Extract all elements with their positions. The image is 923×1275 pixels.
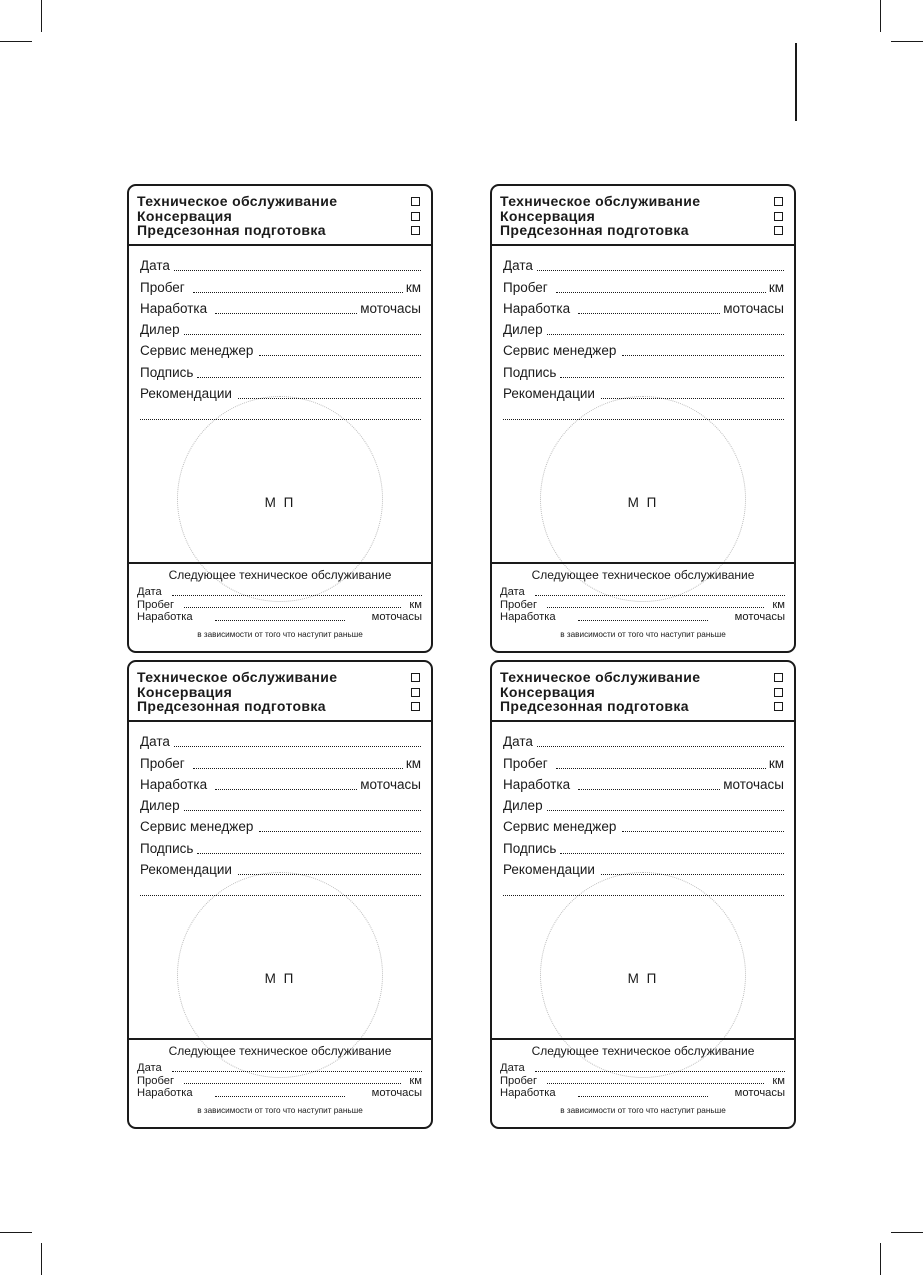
field-signature[interactable] [140,836,421,857]
fill-line[interactable] [601,874,784,875]
field-hours[interactable] [503,773,784,794]
next-field-hours[interactable] [500,611,785,624]
checkbox-icon[interactable] [774,673,783,682]
checkbox-icon[interactable] [774,688,783,697]
maintenance-card [490,660,796,1129]
field-hours[interactable] [140,773,421,794]
unit-label: км [405,279,421,295]
fill-line[interactable] [174,746,421,747]
crop-mark [891,1232,923,1233]
option-maintenance[interactable] [500,670,784,685]
option-preseason[interactable] [500,699,784,714]
fill-line[interactable] [556,292,766,293]
maintenance-card [127,184,433,653]
fill-line[interactable] [193,292,403,293]
checkbox-icon[interactable] [774,212,783,221]
service-type-header [492,662,794,722]
field-mileage[interactable] [503,275,784,296]
field-date[interactable] [503,730,784,751]
fill-line[interactable] [197,853,421,854]
unit-label: моточасы [360,300,421,316]
service-type-header [492,186,794,246]
field-label: Рекомендации [140,862,232,878]
checkbox-icon[interactable] [774,197,783,206]
next-field-mileage[interactable] [500,1075,785,1088]
field-label: Пробег [140,279,185,295]
field-label: Дата [503,258,533,274]
field-label: Дилер [503,798,543,814]
next-field-hours[interactable] [137,611,422,624]
field-label: Наработка [140,300,208,316]
crop-mark [41,1243,42,1275]
field-label: Пробег [137,1074,175,1087]
stamp-placeholder-label: М П [264,971,296,986]
option-label: Предсезонная подготовка [500,222,689,238]
field-label: Пробег [500,598,538,611]
checkbox-icon[interactable] [411,673,420,682]
crop-mark [891,41,923,42]
field-label: Дата [137,1062,162,1074]
field-label: Дата [500,586,525,598]
service-fields [140,730,421,900]
field-label: Наработка [503,776,571,792]
field-label: Сервис менеджер [140,819,254,835]
stamp-placeholder-label: М П [627,495,659,510]
field-label: Рекомендации [503,862,595,878]
field-label: Наработка [500,611,556,623]
fill-line[interactable] [503,419,784,420]
field-recommendations-continued[interactable] [503,403,784,424]
checkbox-icon[interactable] [411,197,420,206]
section-divider [492,562,794,564]
next-field-hours[interactable] [500,1087,785,1100]
field-date[interactable] [140,730,421,751]
next-service-fields [500,1062,785,1100]
unit-label: км [768,755,784,771]
option-label: Предсезонная подготовка [137,698,326,714]
field-label: Рекомендации [503,386,595,402]
field-label: Пробег [500,1074,538,1087]
fill-line[interactable] [193,768,403,769]
next-service-title: Следующее техническое обслуживание [168,1044,392,1058]
fill-line[interactable] [578,313,720,314]
next-field-mileage[interactable] [137,1075,422,1088]
fill-line[interactable] [197,377,421,378]
field-label: Дата [140,734,170,750]
field-label: Подпись [503,840,557,856]
option-preseason[interactable] [137,223,421,238]
field-label: Наработка [137,611,193,623]
unit-label: моточасы [723,776,784,792]
fill-line[interactable] [172,595,422,596]
next-service-fields [137,586,422,624]
next-service-note: в зависимости от того что наступит раньше [560,630,726,639]
fill-line[interactable] [622,355,784,356]
field-recommendations-continued[interactable] [503,879,784,900]
stamp-placeholder-label: М П [264,495,296,510]
service-fields [503,254,784,424]
unit-label: км [772,598,785,611]
service-type-header [129,186,431,246]
unit-label: км [772,1074,785,1087]
field-label: Сервис менеджер [503,819,617,835]
field-service-manager[interactable] [503,339,784,360]
option-label: Предсезонная подготовка [137,222,326,238]
unit-label: моточасы [723,300,784,316]
next-field-date[interactable] [137,586,422,599]
service-fields [140,254,421,424]
fill-line[interactable] [184,1083,401,1084]
section-divider [129,562,431,564]
fill-line[interactable] [238,398,421,399]
field-label: Сервис менеджер [140,343,254,359]
next-field-date[interactable] [500,1062,785,1075]
option-label: Консервация [500,683,596,700]
field-recommendations[interactable] [503,858,784,879]
field-label: Подпись [503,364,557,380]
fill-line[interactable] [215,1096,345,1097]
option-maintenance[interactable] [137,670,421,685]
field-hours[interactable] [140,297,421,318]
unit-label: км [405,755,421,771]
unit-label: моточасы [360,776,421,792]
fill-line[interactable] [578,789,720,790]
checkbox-icon[interactable] [411,212,420,221]
fill-line[interactable] [556,768,766,769]
field-label: Подпись [140,364,194,380]
crop-mark [880,0,881,32]
option-maintenance[interactable] [500,194,784,209]
next-service-note: в зависимости от того что наступит раньше [197,630,363,639]
fill-line[interactable] [259,355,421,356]
field-label: Пробег [137,598,175,611]
field-label: Дата [503,734,533,750]
unit-label: км [768,279,784,295]
field-label: Сервис менеджер [503,343,617,359]
field-label: Дилер [140,322,180,338]
fold-mark [795,43,797,121]
crop-mark [0,41,32,42]
unit-label: моточасы [371,611,422,623]
field-recommendations-continued[interactable] [140,879,421,900]
field-dealer[interactable] [503,794,784,815]
maintenance-card [490,184,796,653]
fill-line[interactable] [601,398,784,399]
next-service-note: в зависимости от того что наступит раньше [197,1106,363,1115]
unit-label: моточасы [734,611,785,623]
option-label: Техническое обслуживание [137,193,338,209]
option-preseason[interactable] [500,223,784,238]
next-service-title: Следующее техническое обслуживание [531,568,755,582]
next-field-date[interactable] [137,1062,422,1075]
option-label: Консервация [137,683,233,700]
checkbox-icon[interactable] [774,226,783,235]
fill-line[interactable] [503,895,784,896]
field-recommendations[interactable] [140,382,421,403]
fill-line[interactable] [174,270,421,271]
fill-line[interactable] [537,270,784,271]
field-label: Дата [500,1062,525,1074]
fill-line[interactable] [578,1096,708,1097]
next-field-date[interactable] [500,586,785,599]
fill-line[interactable] [140,895,421,896]
field-label: Наработка [500,1087,556,1099]
crop-mark [880,1243,881,1275]
field-date[interactable] [140,254,421,275]
service-type-header [129,662,431,722]
fill-line[interactable] [622,831,784,832]
section-divider [129,1038,431,1040]
fill-line[interactable] [535,595,785,596]
next-field-mileage[interactable] [137,599,422,612]
checkbox-icon[interactable] [774,702,783,711]
field-label: Пробег [503,755,548,771]
field-mileage[interactable] [140,751,421,772]
field-date[interactable] [503,254,784,275]
fill-line[interactable] [547,810,784,811]
field-service-manager[interactable] [503,815,784,836]
unit-label: моточасы [734,1087,785,1099]
fill-line[interactable] [215,789,357,790]
field-signature[interactable] [503,836,784,857]
field-dealer[interactable] [140,794,421,815]
option-label: Консервация [500,207,596,224]
fill-line[interactable] [140,419,421,420]
option-label: Техническое обслуживание [500,193,701,209]
next-service-title: Следующее техническое обслуживание [168,568,392,582]
unit-label: моточасы [371,1087,422,1099]
fill-line[interactable] [578,620,708,621]
section-divider [492,1038,794,1040]
fill-line[interactable] [535,1071,785,1072]
fill-line[interactable] [238,874,421,875]
fill-line[interactable] [184,810,421,811]
option-label: Техническое обслуживание [500,669,701,685]
fill-line[interactable] [259,831,421,832]
stamp-placeholder-label: М П [627,971,659,986]
field-label: Дата [137,586,162,598]
checkbox-icon[interactable] [411,688,420,697]
fill-line[interactable] [560,377,784,378]
fill-line[interactable] [547,607,764,608]
field-label: Наработка [503,300,571,316]
next-service-fields [137,1062,422,1100]
field-label: Рекомендации [140,386,232,402]
next-service-fields [500,586,785,624]
next-field-hours[interactable] [137,1087,422,1100]
field-hours[interactable] [503,297,784,318]
fill-line[interactable] [537,746,784,747]
field-dealer[interactable] [140,318,421,339]
field-label: Дилер [503,322,543,338]
crop-mark [0,1232,32,1233]
field-recommendations-continued[interactable] [140,403,421,424]
option-label: Консервация [137,207,233,224]
field-label: Наработка [137,1087,193,1099]
option-label: Техническое обслуживание [137,669,338,685]
field-label: Наработка [140,776,208,792]
next-service-title: Следующее техническое обслуживание [531,1044,755,1058]
option-maintenance[interactable] [137,194,421,209]
field-dealer[interactable] [503,318,784,339]
next-service-note: в зависимости от того что наступит раньше [560,1106,726,1115]
fill-line[interactable] [184,334,421,335]
field-signature[interactable] [140,360,421,381]
fill-line[interactable] [172,1071,422,1072]
field-label: Пробег [503,279,548,295]
checkbox-icon[interactable] [411,702,420,711]
unit-label: км [409,598,422,611]
fill-line[interactable] [215,313,357,314]
service-fields [503,730,784,900]
field-service-manager[interactable] [140,339,421,360]
field-recommendations[interactable] [140,858,421,879]
field-service-manager[interactable] [140,815,421,836]
fill-line[interactable] [547,334,784,335]
field-recommendations[interactable] [503,382,784,403]
option-preseason[interactable] [137,699,421,714]
field-mileage[interactable] [503,751,784,772]
field-mileage[interactable] [140,275,421,296]
fill-line[interactable] [560,853,784,854]
field-label: Дата [140,258,170,274]
checkbox-icon[interactable] [411,226,420,235]
fill-line[interactable] [547,1083,764,1084]
field-label: Подпись [140,840,194,856]
crop-mark [41,0,42,32]
field-label: Дилер [140,798,180,814]
option-label: Предсезонная подготовка [500,698,689,714]
fill-line[interactable] [184,607,401,608]
field-signature[interactable] [503,360,784,381]
unit-label: км [409,1074,422,1087]
fill-line[interactable] [215,620,345,621]
next-field-mileage[interactable] [500,599,785,612]
field-label: Пробег [140,755,185,771]
maintenance-card [127,660,433,1129]
